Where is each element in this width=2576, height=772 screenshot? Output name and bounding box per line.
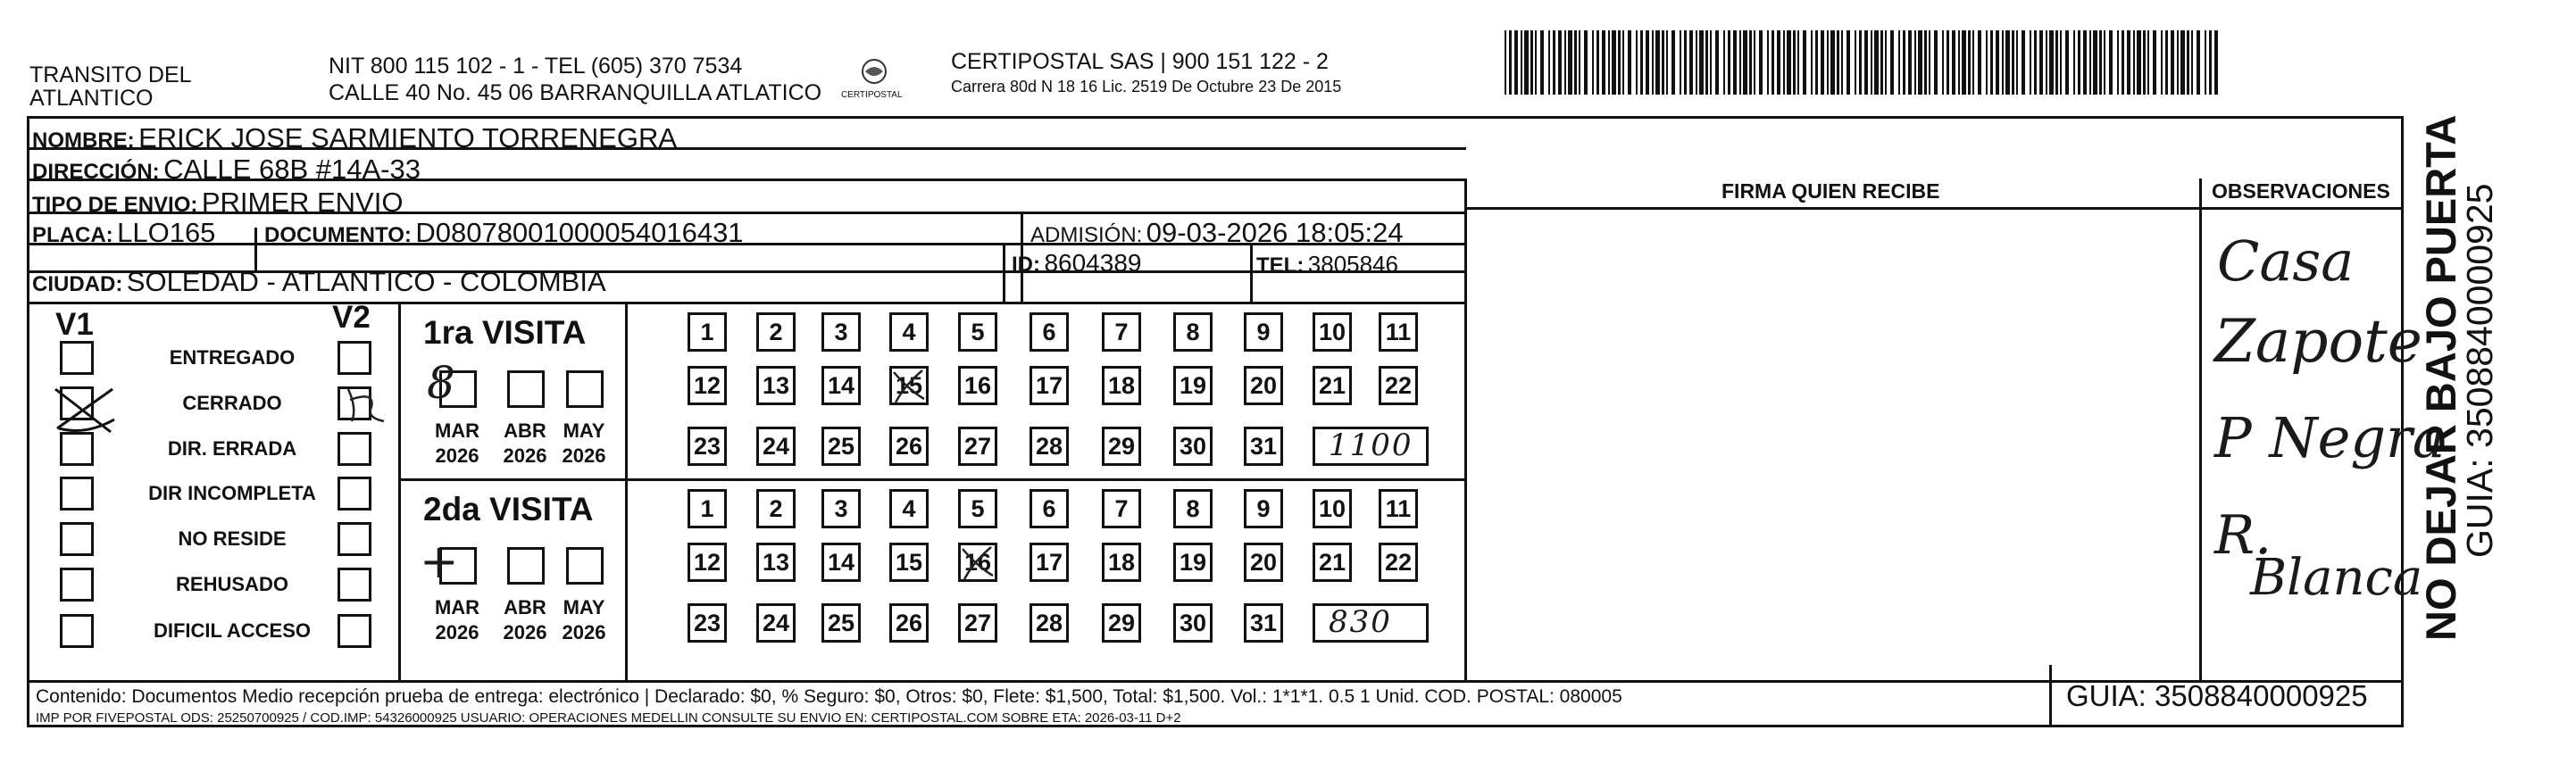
barcode-bar (1815, 30, 1818, 95)
barcode-bar (1986, 30, 1988, 95)
day-box: 19 (1173, 543, 1213, 582)
v1-checkbox (60, 568, 94, 602)
barcode-bar (2083, 30, 2087, 95)
barcode-bar (2205, 30, 2206, 95)
footer-imp: IMP POR FIVEPOSTAL ODS: 25250700925 / COD.IMP: 54326000925 USUARIO: OPERACIONES MEDELLIN CONSULTE SU ENVIO EN: CERTIPOSTAL.COM SOBRE ETA: 2026-03-11 D+2 (36, 710, 1181, 726)
month-year: 2026 (435, 621, 479, 643)
day-box: 4 (889, 489, 929, 528)
footer-guia: GUIA: 3508840000925 (2066, 679, 2368, 712)
day-box: 24 (756, 427, 796, 466)
barcode-bar (1671, 30, 1675, 95)
barcode-bar (1890, 30, 1894, 95)
barcode-bar (1596, 30, 1599, 95)
firma-header: FIRMA QUIEN RECIBE (1722, 179, 1940, 203)
barcode-bar (1924, 30, 1927, 95)
barcode-bar (1553, 30, 1555, 95)
barcode-bar (1628, 30, 1631, 95)
barcode-bar (1602, 30, 1605, 95)
certipostal-logo (834, 55, 914, 107)
barcode-bar (2133, 30, 2135, 95)
day-box: 30 (1173, 603, 1213, 643)
barcode-bar (2060, 30, 2062, 95)
barcode-bar (1811, 30, 1813, 95)
documento-value: D08078001000054016431 (415, 217, 744, 248)
barcode-bar (1535, 30, 1537, 95)
day-box: 21 (1313, 543, 1352, 582)
company-address: Carrera 80d N 18 16 Lic. 2519 De Octubre 23 De 2015 (951, 78, 1342, 95)
barcode-bar (1841, 30, 1843, 95)
barcode-bar (2049, 30, 2054, 95)
barcode-bar (1787, 30, 1791, 95)
day-box: 18 (1102, 543, 1141, 582)
barcode-bar (1934, 30, 1938, 95)
barcode-bar (1783, 30, 1785, 95)
barcode-bar (1972, 30, 1974, 95)
barcode-bar (1749, 30, 1752, 95)
barcode-bar (2016, 30, 2018, 95)
visit-title: 2da VISITA (423, 491, 594, 527)
day-box: 17 (1030, 366, 1069, 405)
barcode-bar (1978, 30, 1981, 95)
side-guia: GUIA: 3508840000925 (2459, 183, 2500, 558)
day-box: 28 (1030, 427, 1069, 466)
barcode-bar (1662, 30, 1664, 95)
nombre-row (32, 124, 677, 152)
v2-cerrado-mark (339, 382, 393, 427)
barcode-bar (1929, 30, 1930, 95)
barcode-bar (2153, 30, 2156, 95)
ciudad-label: CIUDAD: (32, 272, 123, 296)
visit-title: 1ra VISITA (423, 314, 587, 351)
barcode-bar (1759, 30, 1763, 95)
barcode-bar (1874, 30, 1879, 95)
barcode-bar (1509, 30, 1512, 95)
barcode-bar (1739, 30, 1741, 95)
barcode-bar (1947, 30, 1949, 95)
month-label: ABR (504, 419, 546, 442)
status-label: DIR. ERRADA (167, 437, 297, 460)
barcode-bar (1530, 30, 1533, 95)
day-box: 3 (821, 312, 861, 352)
v2-checkbox (338, 477, 371, 511)
day-box: 15 (889, 366, 929, 405)
obs-hand-1: Casa (2217, 228, 2355, 294)
org-name-line1: TRANSITO DEL (29, 62, 192, 87)
address-line: CALLE 40 No. 45 06 BARRANQUILLA ATLATICO (329, 80, 822, 105)
barcode-bar (2171, 30, 2174, 95)
barcode-bar (1837, 30, 1839, 95)
day-box: 11 (1379, 489, 1418, 528)
barcode-bar (1859, 30, 1862, 95)
barcode-bar (1898, 30, 1900, 95)
tel-value: 3805846 (1307, 251, 1399, 278)
barcode-bar (1733, 30, 1737, 95)
day-box: 22 (1379, 543, 1418, 582)
barcode-bar (2214, 30, 2218, 95)
barcode-bar (1821, 30, 1824, 95)
obs-hand-4: R. (2214, 504, 2272, 567)
barcode-bar (1803, 30, 1806, 95)
status-label: ENTREGADO (169, 346, 296, 369)
direccion-label: DIRECCIÓN: (32, 160, 160, 184)
tel-label: TEL: (1256, 253, 1305, 278)
v2-checkbox (338, 341, 371, 375)
barcode-bar (2022, 30, 2025, 95)
admision-label: ADMISIÓN: (1030, 223, 1143, 247)
day-box: 12 (688, 543, 727, 582)
barcode-bar (1558, 30, 1562, 95)
status-label: CERRADO (182, 392, 282, 414)
barcode-bar (1622, 30, 1624, 95)
barcode-bar (2209, 30, 2212, 95)
time-hand: 1100 (1329, 428, 1413, 463)
id-label: ID: (1012, 253, 1040, 277)
barcode-bar (1592, 30, 1594, 95)
month-label: MAR (434, 596, 480, 618)
day-box: 12 (688, 366, 727, 405)
barcode-bar (1684, 30, 1687, 95)
barcode-bar (1885, 30, 1887, 95)
barcode-bar (1754, 30, 1755, 95)
day-box: 27 (958, 427, 997, 466)
tipo-row (32, 188, 403, 216)
day-box: 5 (958, 489, 997, 528)
month-year: 2026 (503, 621, 547, 643)
month-checkbox (507, 547, 545, 585)
ciudad-value: SOLEDAD - ATLANTICO - COLOMBIA (126, 266, 606, 297)
barcode-bar (1871, 30, 1872, 95)
barcode-bar (2039, 30, 2043, 95)
barcode-bar (1705, 30, 1708, 95)
id-value: 8604389 (1044, 249, 1142, 277)
time-hand: 830 (1329, 604, 1392, 640)
day-box: 16 (958, 543, 997, 582)
day-box: 26 (889, 427, 929, 466)
day-box: 22 (1379, 366, 1418, 405)
month-year: 2026 (562, 621, 606, 643)
day-box: 3 (821, 489, 861, 528)
placa-label: PLACA: (32, 223, 113, 247)
v1-cerrado-cross (50, 384, 120, 437)
barcode-bar (1618, 30, 1621, 95)
month-label: ABR (504, 596, 546, 618)
day-box: 10 (1313, 489, 1352, 528)
barcode-bar (1579, 30, 1580, 95)
day-box: 13 (756, 543, 796, 582)
day-box: 31 (1244, 427, 1283, 466)
day-box: 15 (889, 543, 929, 582)
barcode-bar (2147, 30, 2149, 95)
ciudad-row (32, 268, 606, 295)
barcode-bar (2089, 30, 2091, 95)
v2-header: V2 (332, 300, 371, 335)
day-mark (887, 363, 931, 408)
barcode-bar (1636, 30, 1638, 95)
barcode-bar (1564, 30, 1566, 95)
barcode-bar (1908, 30, 1912, 95)
month-hand-mark: 8 (427, 357, 455, 409)
barcode-bar (1767, 30, 1769, 95)
day-box: 30 (1173, 427, 1213, 466)
day-box: 21 (1313, 366, 1352, 405)
barcode-bar (2046, 30, 2047, 95)
barcode-bar (1827, 30, 1829, 95)
barcode-bar (1952, 30, 1955, 95)
nit-line: NIT 800 115 102 - 1 - TEL (605) 370 7534 (329, 54, 743, 79)
barcode-bar (1958, 30, 1960, 95)
barcode-bar (1612, 30, 1616, 95)
company-line: CERTIPOSTAL SAS | 900 151 122 - 2 (951, 49, 1329, 74)
barcode-bar (1680, 30, 1681, 95)
barcode-bar (1793, 30, 1796, 95)
day-box: 8 (1173, 489, 1213, 528)
barcode-bar (1689, 30, 1693, 95)
barcode-bar (1918, 30, 1922, 95)
barcode-bar (1524, 30, 1529, 95)
barcode-bar (2002, 30, 2004, 95)
day-box: 23 (688, 427, 727, 466)
barcode-bar (2005, 30, 2010, 95)
barcode-bar (1666, 30, 1668, 95)
barcode-bar (2104, 30, 2105, 95)
day-box: 18 (1102, 366, 1141, 405)
month-hand-mark: + (420, 535, 459, 589)
barcode-bar (2099, 30, 2102, 95)
tel-row (1256, 253, 1398, 277)
v1-checkbox (60, 522, 94, 556)
day-box: 2 (756, 489, 796, 528)
barcode-bar (2191, 30, 2193, 95)
barcode-bar (1996, 30, 1999, 95)
barcode-bar (1914, 30, 1916, 95)
barcode-bar (2137, 30, 2141, 95)
barcode-bar (2109, 30, 2113, 95)
barcode-bar (2065, 30, 2069, 95)
day-box: 4 (889, 312, 929, 352)
barcode (1505, 30, 2219, 95)
nombre-value: ERICK JOSE SARMIENTO TORRENEGRA (138, 122, 678, 154)
barcode-bar (1521, 30, 1522, 95)
day-box: 29 (1102, 427, 1141, 466)
day-mark (955, 540, 1000, 585)
barcode-bar (1962, 30, 1966, 95)
v2-checkbox (338, 522, 371, 556)
barcode-bar (2143, 30, 2146, 95)
day-box: 13 (756, 366, 796, 405)
logo-text: CERTIPOSTAL (841, 90, 903, 100)
day-box: 19 (1173, 366, 1213, 405)
day-box: 20 (1244, 366, 1283, 405)
v2-checkbox (338, 432, 371, 466)
month-year: 2026 (435, 444, 479, 467)
tipo-value: PRIMER ENVIO (201, 187, 404, 218)
barcode-bar (1728, 30, 1730, 95)
barcode-bar (2161, 30, 2163, 95)
direccion-row (32, 155, 421, 183)
barcode-bar (2012, 30, 2014, 95)
obs-hand-3: P Negra (2214, 405, 2446, 470)
barcode-bar (1646, 30, 1649, 95)
day-box: 8 (1173, 312, 1213, 352)
day-box: 6 (1030, 489, 1069, 528)
day-box: 9 (1244, 489, 1283, 528)
barcode-bar (1710, 30, 1712, 95)
barcode-bar (2197, 30, 2200, 95)
barcode-bar (1699, 30, 1704, 95)
day-box: 7 (1102, 489, 1141, 528)
status-label: DIR INCOMPLETA (148, 482, 316, 504)
placa-value: LLO165 (117, 217, 216, 248)
day-box: 10 (1313, 312, 1352, 352)
admision-row (1030, 219, 1404, 246)
barcode-bar (1847, 30, 1850, 95)
month-label: MAY (563, 419, 605, 442)
v2-checkbox (338, 568, 371, 602)
v1-header: V1 (55, 307, 94, 342)
barcode-bar (2180, 30, 2185, 95)
day-box: 9 (1244, 312, 1283, 352)
month-checkbox (507, 370, 545, 408)
status-label: DIFICIL ACCESO (153, 619, 311, 642)
day-box: 1 (688, 312, 727, 352)
direccion-value: CALLE 68B #14A-33 (163, 154, 421, 185)
day-box: 2 (756, 312, 796, 352)
nombre-label: NOMBRE: (32, 129, 135, 153)
barcode-bar (1772, 30, 1774, 95)
barcode-bar (1548, 30, 1550, 95)
barcode-bar (2030, 30, 2031, 95)
barcode-bar (1880, 30, 1883, 95)
day-box: 14 (821, 366, 861, 405)
barcode-bar (1743, 30, 1747, 95)
barcode-bar (1514, 30, 1518, 95)
id-row (1012, 251, 1141, 276)
barcode-bar (2165, 30, 2168, 95)
barcode-bar (1830, 30, 1835, 95)
barcode-bar (2187, 30, 2189, 95)
barcode-bar (1968, 30, 1971, 95)
barcode-bar (1640, 30, 1643, 95)
barcode-bar (2078, 30, 2080, 95)
status-label: NO RESIDE (178, 527, 287, 550)
day-box: 28 (1030, 603, 1069, 643)
day-box: 25 (821, 603, 861, 643)
month-label: MAY (563, 596, 605, 618)
barcode-bar (1797, 30, 1799, 95)
v1-checkbox (60, 341, 94, 375)
month-checkbox (566, 547, 604, 585)
barcode-bar (1855, 30, 1856, 95)
day-box: 17 (1030, 543, 1069, 582)
barcode-bar (1864, 30, 1868, 95)
day-box: 1 (688, 489, 727, 528)
barcode-bar (1574, 30, 1577, 95)
day-box: 20 (1244, 543, 1283, 582)
barcode-bar (1777, 30, 1780, 95)
admision-value: 09-03-2026 18:05:24 (1146, 217, 1404, 248)
day-box: 5 (958, 312, 997, 352)
day-box: 11 (1379, 312, 1418, 352)
day-box: 25 (821, 427, 861, 466)
no-dejar-bajo-puerta: NO DEJAR BAJO PUERTA (2417, 114, 2464, 641)
barcode-bar (2117, 30, 2119, 95)
barcode-bar (1608, 30, 1610, 95)
barcode-bar (2122, 30, 2124, 95)
barcode-bar (2093, 30, 2097, 95)
month-label: MAR (434, 419, 480, 442)
documento-label: DOCUMENTO: (264, 223, 412, 247)
barcode-bar (2055, 30, 2058, 95)
day-box: 16 (958, 366, 997, 405)
barcode-bar (1723, 30, 1725, 95)
day-box: 31 (1244, 603, 1283, 643)
barcode-bar (1568, 30, 1572, 95)
barcode-bar (2177, 30, 2179, 95)
month-year: 2026 (562, 444, 606, 467)
org-name-line2: ATLANTICO (29, 86, 154, 111)
v1-checkbox (60, 614, 94, 648)
barcode-bar (2073, 30, 2075, 95)
obs-hand-5: Blanca (2250, 549, 2423, 607)
barcode-bar (1652, 30, 1654, 95)
barcode-bar (2127, 30, 2130, 95)
day-box: 24 (756, 603, 796, 643)
status-label: REHUSADO (176, 573, 288, 595)
barcode-bar (1715, 30, 1719, 95)
documento-row (264, 219, 744, 246)
obs-hand-2: Zapote (2214, 307, 2422, 376)
observaciones-header: OBSERVACIONES (2212, 179, 2390, 203)
day-box: 26 (889, 603, 929, 643)
day-box: 27 (958, 603, 997, 643)
barcode-bar (2034, 30, 2037, 95)
day-box: 6 (1030, 312, 1069, 352)
v2-checkbox (338, 614, 371, 648)
day-box: 23 (688, 603, 727, 643)
footer-contenido: Contenido: Documentos Medio recepción prueba de entrega: electrónico | Declarado: $0, % Seguro: $0, Otros: $0, Flete: $1,500, Total: $1,500. Vol.: 1*1*1. 0.5 1 Unid. COD. POSTAL: 080005 (36, 686, 1622, 707)
barcode-bar (1942, 30, 1944, 95)
day-box: 7 (1102, 312, 1141, 352)
day-box: 14 (821, 543, 861, 582)
barcode-bar (1505, 30, 1506, 95)
tipo-label: TIPO DE ENVIO: (32, 193, 198, 217)
v1-checkbox (60, 477, 94, 511)
month-year: 2026 (503, 444, 547, 467)
day-box: 29 (1102, 603, 1141, 643)
barcode-bar (1584, 30, 1588, 95)
barcode-bar (1696, 30, 1697, 95)
month-checkbox (566, 370, 604, 408)
placa-row (32, 219, 215, 246)
barcode-bar (1903, 30, 1905, 95)
barcode-bar (1540, 30, 1544, 95)
barcode-bar (1990, 30, 1993, 95)
barcode-bar (1655, 30, 1660, 95)
